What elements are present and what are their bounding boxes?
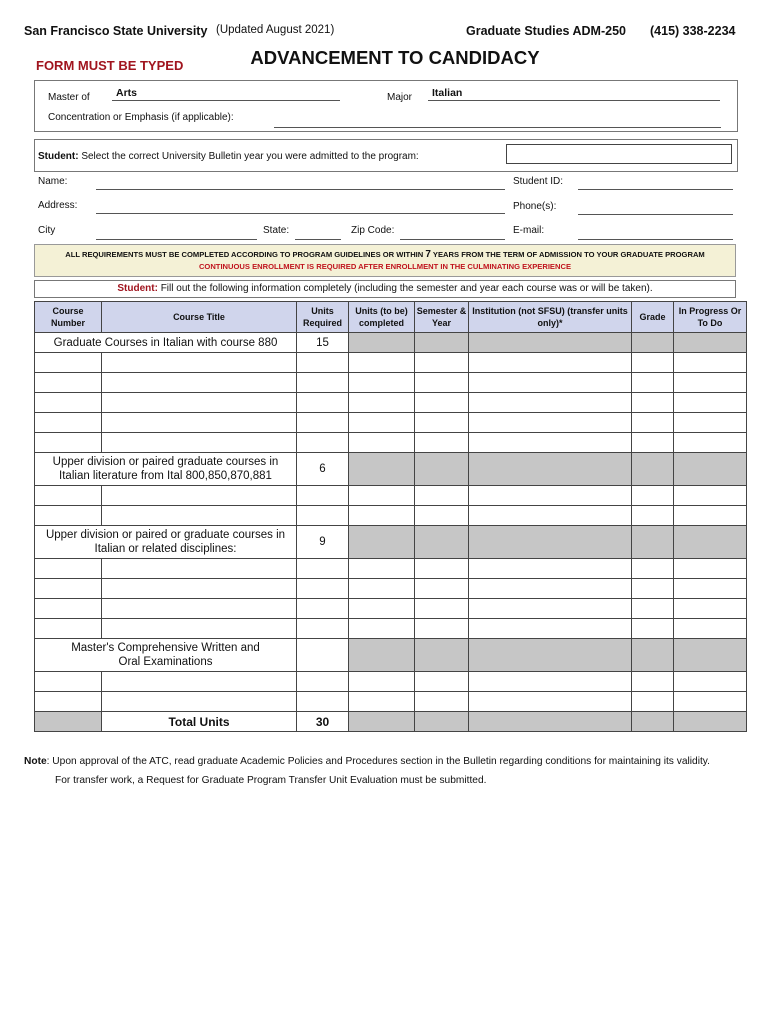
gray-cell (349, 333, 415, 353)
name-label: Name: (38, 176, 68, 187)
form-code: Graduate Studies ADM-250 (466, 24, 626, 38)
state-field[interactable] (295, 227, 341, 240)
table-row[interactable] (35, 579, 747, 599)
updated-date: (Updated August 2021) (216, 24, 335, 36)
instructions-bold: Student: (117, 283, 158, 294)
table-row[interactable] (35, 373, 747, 393)
table-row (35, 333, 747, 353)
total-label: Total Units (102, 712, 297, 732)
typed-notice: FORM MUST BE TYPED (36, 58, 184, 73)
table-row[interactable] (35, 672, 747, 692)
state-label: State: (263, 225, 290, 236)
email-field[interactable] (578, 227, 733, 240)
gray-cell (415, 526, 469, 559)
header-course-number: Course Number (35, 302, 102, 333)
requirements-line-1 (35, 249, 735, 261)
requirements-line-2: CONTINUOUS ENROLLMENT IS REQUIRED AFTER ENROLLMENT IN THE CULMINATING EXPERIENCE (198, 262, 572, 271)
table-row (35, 453, 747, 486)
group-units-3: 9 (297, 526, 349, 559)
concentration-label: Concentration or Emphasis (if applicable): (48, 112, 234, 123)
gray-cell (349, 712, 415, 732)
group-units-1: 15 (297, 333, 349, 353)
gray-cell (469, 712, 632, 732)
gray-cell (469, 526, 632, 559)
concentration-field[interactable] (274, 115, 721, 128)
table-row[interactable] (35, 559, 747, 579)
major-label: Major (387, 92, 413, 103)
table-row[interactable] (35, 353, 747, 373)
address-label: Address: (38, 200, 78, 211)
major-field[interactable]: Italian (428, 88, 720, 101)
requirements-banner (34, 244, 736, 277)
gray-cell (632, 526, 674, 559)
table-row[interactable] (35, 506, 747, 526)
group-units-4 (297, 639, 349, 672)
email-label: E-mail: (513, 225, 545, 236)
table-header-row (35, 302, 747, 333)
gray-cell (35, 712, 102, 732)
gray-cell (469, 639, 632, 672)
note-line-2: For transfer work, a Request for Graduate Program Transfer Unit Evaluation must be submitted. (55, 775, 487, 786)
bulletin-year-select[interactable] (506, 144, 732, 164)
table-row[interactable] (35, 486, 747, 506)
instructions-text: Fill out the following information completely (including the semester and year each course was or will be taken). (160, 283, 653, 294)
course-table (34, 301, 747, 732)
table-row (35, 526, 747, 559)
note-line-1 (24, 752, 754, 771)
requirements-years: 7 (425, 249, 431, 260)
table-row[interactable] (35, 619, 747, 639)
gray-cell (674, 526, 747, 559)
table-row (35, 639, 747, 672)
header-units-completed: Units (to be) completed (349, 302, 415, 333)
gray-cell (415, 453, 469, 486)
phone-number: (415) 338-2234 (650, 24, 736, 38)
note-text-1: : Upon approval of the ATC, read graduate Academic Policies and Procedures section in the Bulletin regarding conditions for maintaining its validity. (46, 756, 710, 767)
gray-cell (415, 333, 469, 353)
group-title-4: Master's Comprehensive Written and Oral Examinations (35, 639, 297, 672)
zip-field[interactable] (400, 227, 505, 240)
requirements-text-a: ALL REQUIREMENTS MUST BE COMPLETED ACCORDING TO PROGRAM GUIDELINES OR WITHIN (65, 250, 426, 259)
bulletin-prompt-text: Select the correct University Bulletin year you were admitted to the program: (81, 151, 419, 162)
page-title: ADVANCEMENT TO CANDIDACY (250, 47, 540, 68)
group-title-2: Upper division or paired graduate courses in Italian literature from Ital 800,850,870,881 (35, 453, 297, 486)
gray-cell (632, 712, 674, 732)
requirements-text-b: YEARS FROM THE TERM OF ADMISSION TO YOUR GRADUATE PROGRAM (430, 250, 705, 259)
zip-label: Zip Code: (351, 225, 395, 236)
table-row[interactable] (35, 599, 747, 619)
university-name: San Francisco State University (24, 24, 208, 38)
gray-cell (415, 712, 469, 732)
header-grade: Grade (632, 302, 674, 333)
group-units-2: 6 (297, 453, 349, 486)
gray-cell (632, 453, 674, 486)
gray-cell (632, 639, 674, 672)
gray-cell (674, 639, 747, 672)
phone-label: Phone(s): (513, 201, 557, 212)
gray-cell (349, 453, 415, 486)
gray-cell (469, 453, 632, 486)
bulletin-prompt (38, 151, 419, 162)
table-row[interactable] (35, 393, 747, 413)
table-row[interactable] (35, 413, 747, 433)
instructions-bar (34, 280, 736, 298)
footer-note (24, 752, 754, 790)
gray-cell (349, 639, 415, 672)
header-institution: Institution (not SFSU) (transfer units only)* (469, 302, 632, 333)
name-field[interactable] (96, 177, 505, 190)
gray-cell (349, 526, 415, 559)
header-units-required: Units Required (297, 302, 349, 333)
gray-cell (674, 453, 747, 486)
gray-cell (415, 639, 469, 672)
table-row[interactable] (35, 692, 747, 712)
header-semester-year: Semester & Year (415, 302, 469, 333)
header-course-title: Course Title (102, 302, 297, 333)
phone-field[interactable] (578, 202, 733, 215)
gray-cell (469, 333, 632, 353)
gray-cell (632, 333, 674, 353)
city-label: City (38, 225, 56, 236)
address-field[interactable] (96, 201, 505, 214)
header-in-progress: In Progress Or To Do (674, 302, 747, 333)
city-field[interactable] (96, 227, 257, 240)
gray-cell (674, 712, 747, 732)
bulletin-prompt-bold: Student: (38, 151, 79, 162)
total-row (35, 712, 747, 732)
group-title-3: Upper division or paired or graduate courses in Italian or related disciplines: (35, 526, 297, 559)
table-row[interactable] (35, 433, 747, 453)
group-title-1: Graduate Courses in Italian with course 880 (35, 333, 297, 353)
master-of-field[interactable]: Arts (112, 88, 340, 101)
master-of-label: Master of (48, 92, 90, 103)
total-value: 30 (297, 712, 349, 732)
student-id-field[interactable] (578, 177, 733, 190)
student-id-label: Student ID: (513, 176, 564, 187)
note-bold: Note (24, 756, 47, 767)
gray-cell (674, 333, 747, 353)
